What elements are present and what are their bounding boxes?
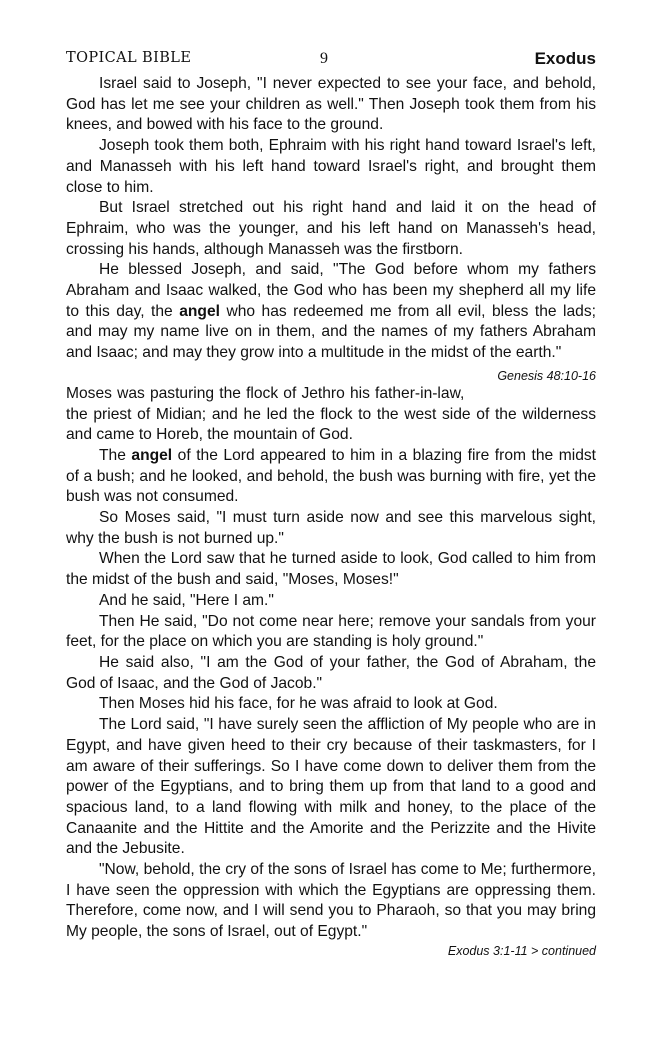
page-header [66, 46, 596, 74]
paragraph [66, 260, 596, 383]
keyword-angel: angel [179, 302, 220, 320]
page-number: 9 [320, 50, 328, 67]
paragraph: Joseph took them both, Ephraim with his right hand toward Israel's left, and Manasseh with his left hand toward Israel's right, and brought them close to him. [66, 137, 596, 196]
passage-exodus [66, 384, 596, 943]
text-run: He blessed Joseph, and said, "The God before whom my fathers Abraham and Isaac walked, the God who has been my shepherd all my life to this day, the [66, 261, 596, 320]
paragraph: So Moses said, "I must turn aside now and see this marvelous sight, why the bush is not burned up." [66, 509, 596, 547]
book-title: Exodus [534, 49, 596, 68]
page [66, 46, 596, 959]
paragraph: Israel said to Joseph, "I never expected to see your face, and behold, God has let me see your children as well." Then Joseph took them from his knees, and bowed with his face to the ground. [66, 75, 596, 134]
running-title: TOPICAL BIBLE [66, 50, 192, 66]
scripture-reference: Exodus 3:1-11 > continued [447, 943, 596, 958]
text-run: The [99, 446, 132, 464]
paragraph: But Israel stretched out his right hand and laid it on the head of Ephraim, who was the younger, and his left hand on Manasseh's head, crossing his hands, although Manasseh was the firstborn. [66, 199, 596, 258]
paragraph: And he said, "Here I am." [99, 591, 274, 609]
paragraph: Then He said, "Do not come near here; remove your sandals from your feet, for the place on which you are standing is holy ground." [66, 612, 596, 651]
paragraph: Moses was pasturing the flock of Jethro his father-in-law, the priest of Midian; and he led the flock to the west side of the wilderness and came to Horeb, the mountain of God. [66, 384, 596, 444]
paragraph: When the Lord saw that he turned aside to look, God called to him from the midst of the bush and said, "Moses, Moses!" [66, 550, 596, 589]
paragraph: He said also, "I am the God of your father, the God of Abraham, the God of Isaac, and the God of Jacob." [66, 653, 596, 692]
paragraph: The Lord said, "I have surely seen the affliction of My people who are in Egypt, and have given heed to their cry because of their taskmasters, for I am aware of their sufferings. So I have come down to deliver them from the power of the Egyptians, and to bring them up from that land to a good and spacious land, to a land flowing with milk and honey, to the place of the Canaanite and the Hittite and the Amorite and the Perizzite and the Hivite and the Jebusite. [66, 716, 596, 858]
paragraph: "Now, behold, the cry of the sons of Israel has come to Me; furthermore, I have seen the oppression with which the Egyptians are oppressing them. Therefore, come now, and I will send you to Pharaoh, so that you may bring My people, the sons of Israel, out of Egypt." [66, 861, 596, 941]
passage-genesis [66, 74, 596, 383]
scripture-reference: Genesis 48:10-16 [497, 368, 596, 383]
text-run: of the Lord appeared to him in a blazing fire from the midst of a bush; and he looked, and behold, the bush was burning with fire, yet the bush was not consumed. [66, 446, 596, 506]
keyword-angel: angel [131, 446, 173, 464]
text-run: who has redeemed me from all evil, bless the lads; and may my name live on in them, and the names of my fathers Abraham and Isaac; and may they grow into a multitude in the midst of the earth." [66, 302, 596, 362]
paragraph [66, 446, 596, 508]
paragraph: Then Moses hid his face, for he was afraid to look at God. [99, 695, 498, 713]
